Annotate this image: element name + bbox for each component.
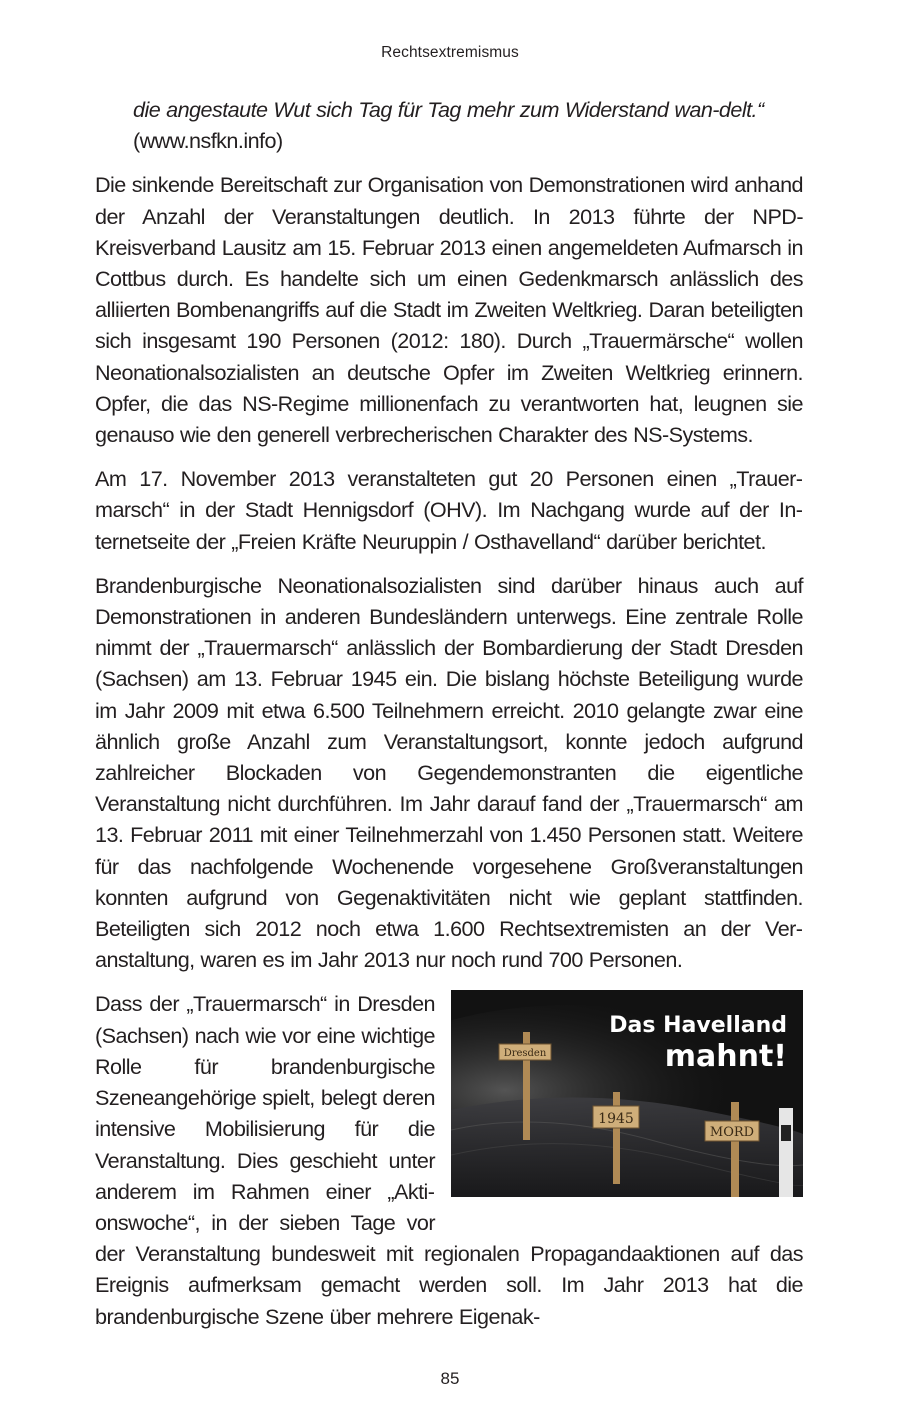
demo-poster-image <box>451 990 803 1197</box>
quote-text: die angestaute Wut sich Tag für Tag mehr zum Widerstand wan-delt.“ <box>133 97 764 122</box>
running-header: Rechtsextremismus <box>381 44 519 61</box>
cross-label-1945: 1945 <box>598 1111 634 1128</box>
page-number: 85 <box>440 1369 460 1388</box>
cross-label-mord: MORD <box>709 1125 755 1141</box>
paragraph-4: Dass der „Trauermarsch“ in Dresden (Sachsen) nach wie vor eine wichtige Rolle für brandenburgische Szeneangehörige spielt, belegt deren intensive Mobilisierung für die Veranstaltung. Dies geschieht unter anderem im Rahmen einer „Aktionswoche“, in der sieben Tage vor der Veranstaltung bundesweit mit regionalen Propagandaaktionen auf das Ereignis aufmerksam gemacht werden soll. Im Jahr 2013 hat die brandenburgische Szene über mehrere Eigenak- <box>95 991 803 1329</box>
poster-headline-2: mahnt! <box>664 1039 787 1075</box>
paragraph-1: Die sinkende Bereitschaft zur Organisation von Demonstrationen wird anhand der Anzahl der Veranstaltungen deutlich. In 2013 führte der NPD-Kreisverband Lausitz am 15. Februar 2013 einen angemeldeten Aufmarsch in Cottbus durch. Es handelte sich um einen Gedenkmarsch anlässlich des alliierten Bombenangriffs auf die Stadt im Zweiten Weltkrieg. Daran beteiligten sich insgesamt 190 Personen (2012: 180). Durch „Trauermärsche“ wollen Neonationalsozialisten an deutsche Opfer im Zweiten Weltkrieg erinnern. Opfer, die das NS-Regime millionenfach zu verantworten hat, leugnen sie genauso wie den generell verbrecherischen Charakter des NS-Systems. <box>95 172 803 448</box>
quote-block <box>133 94 803 156</box>
cross-label-dresden: Dresden <box>503 1048 547 1060</box>
poster-graphic <box>451 990 803 1197</box>
quote-source: (www.nsfkn.info) <box>133 128 283 154</box>
poster-headline-1: Das Havelland <box>609 1013 787 1039</box>
road-post <box>779 1108 793 1197</box>
paragraph-2: Am 17. November 2013 veranstalteten gut 20 Personen einen „Trauermarsch“ in der Stadt Hennigsdorf (OHV). Im Nachgang wurde auf der Internetseite der „Freien Kräfte Neuruppin / Osthavelland“ darüber berichtet. <box>95 466 803 554</box>
paragraph-3: Brandenburgische Neonationalsozialisten sind darüber hinaus auch auf Demonstrationen in anderen Bundesländern unterwegs. Eine zentrale Rolle nimmt der „Trauermarsch“ anlässlich der Bombardierung der Stadt Dresden (Sachsen) am 13. Februar 1945 ein. Die bislang höchste Beteiligung wurde im Jahr 2009 mit etwa 6.500 Teilnehmern erreicht. 2010 gelangte zwar eine ähnlich große Anzahl zum Veranstaltungsort, konnte jedoch aufgrund zahlreicher Blockaden von Gegendemonstranten die eigentliche Veranstaltung nicht durchführen. Im Jahr darauf fand der „Trauermarsch“ am 13. Februar 2011 mit einer Teilnehmerzahl von 1.450 Personen statt. Weitere für das nachfolgende Wochenende vorgesehene Großveranstaltungen konnten aufgrund von Gegenaktivitäten nicht wie geplant stattfinden. Beteiligten sich 2012 noch etwa 1.600 Rechtsextremisten an der Veranstaltung, waren es im Jahr 2013 nur noch rund 700 Personen. <box>95 572 803 973</box>
body-text <box>95 94 803 1345</box>
